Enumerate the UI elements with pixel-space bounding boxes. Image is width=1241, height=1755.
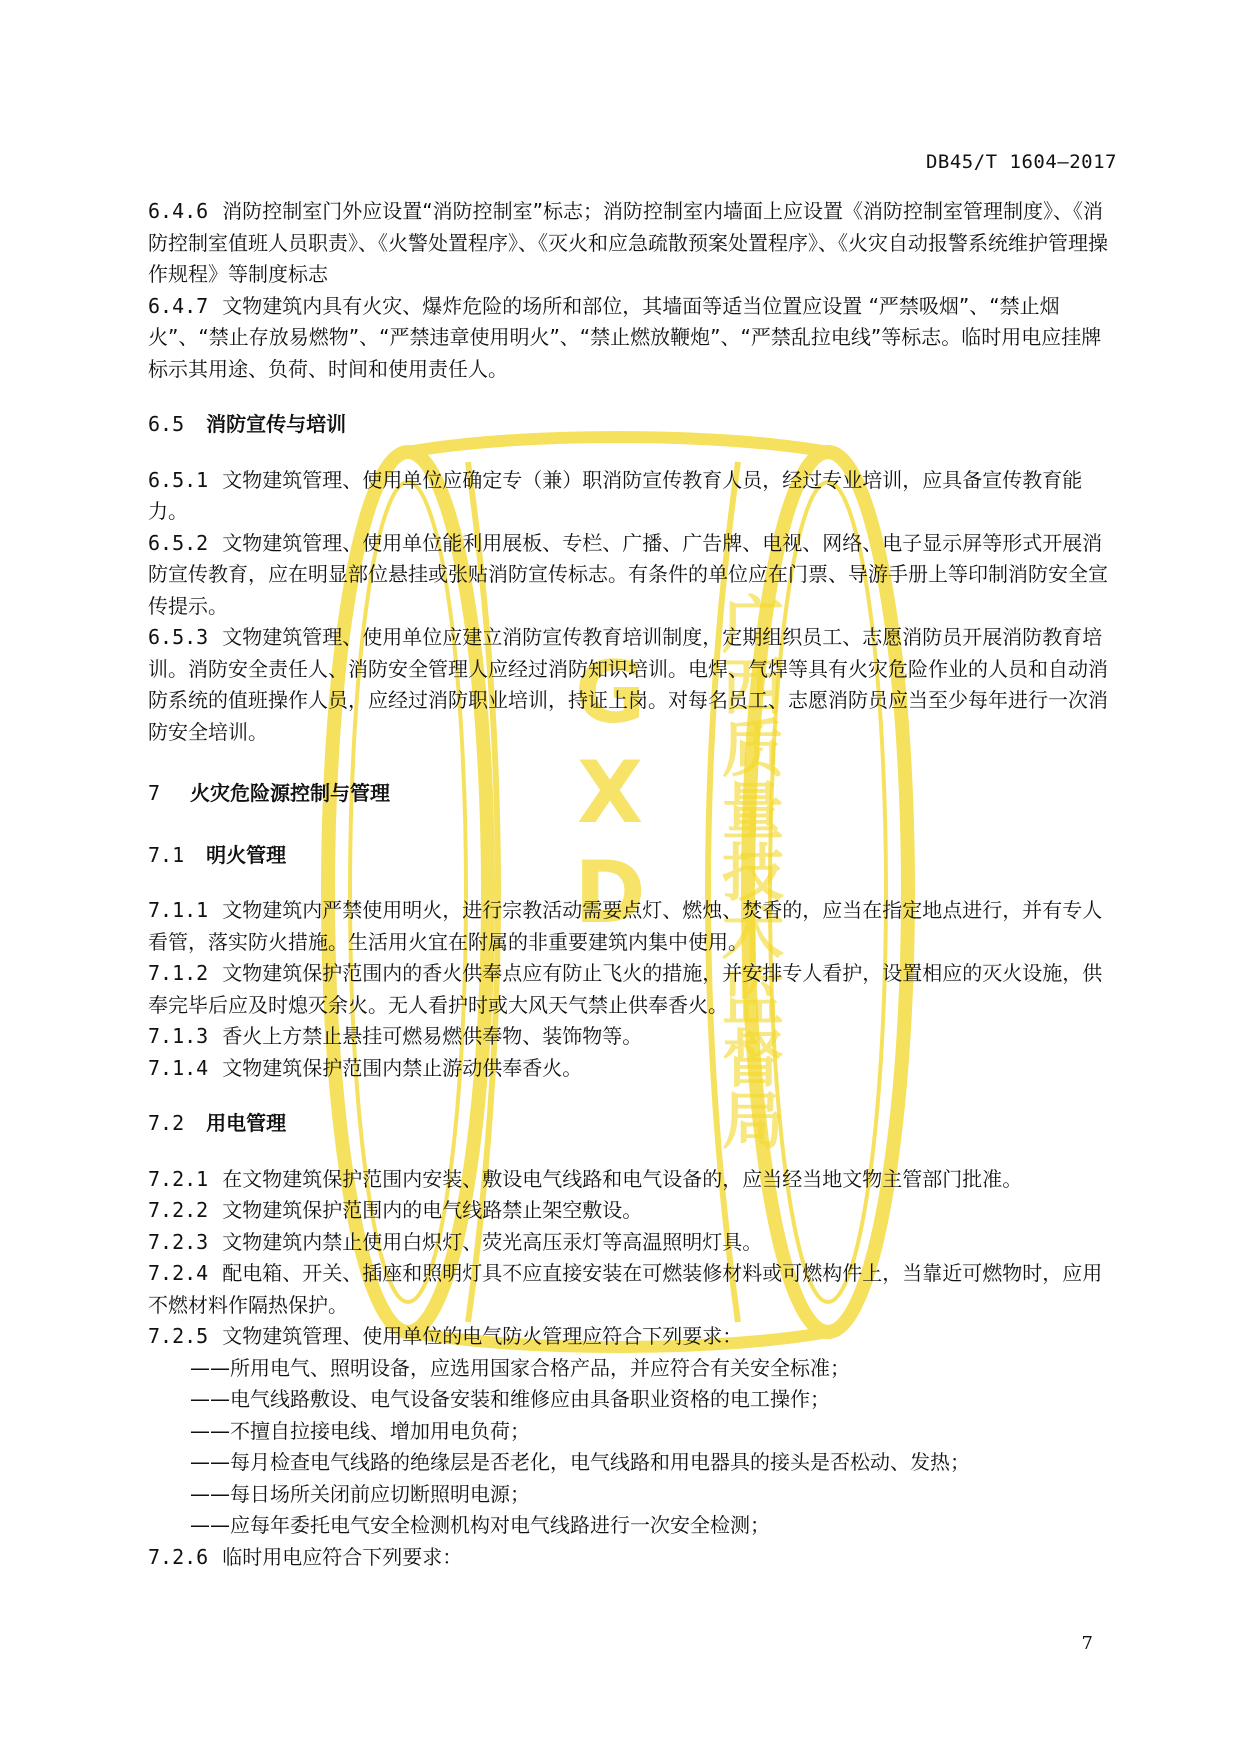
clause-text: 文物建筑管理、使用单位应确定专（兼）职消防宣传教育人员，经过专业培训，应具备宣传教育能力。 — [148, 467, 1083, 523]
section-title: 火灾危险源控制与管理 — [190, 781, 391, 805]
svg-text:X: X — [576, 743, 644, 843]
svg-text:D: D — [574, 843, 646, 943]
dash-item: ——每月检查电气线路的绝缘层是否老化，电气线路和用电器具的接头是否松动、发热； — [190, 1450, 970, 1474]
heading-7-1 — [148, 840, 1118, 872]
clause-number: 7.1.2 — [148, 961, 209, 985]
section-number: 7 — [148, 781, 161, 805]
clause-7-2-6 — [148, 1542, 1118, 1574]
clause-text: 文物建筑管理、使用单位能利用展板、专栏、广播、广告牌、电视、网络、电子显示屏等形式开展消防宣传教育，应在明显部位悬挂或张贴消防宣传标志。有条件的单位应在门票、导游手册上等印制消防安全宣传提示。 — [148, 530, 1108, 618]
clause-text: 文物建筑保护范围内的电气线路禁止架空敷设。 — [222, 1198, 643, 1222]
clause-6-5-3 — [148, 622, 1118, 748]
section-number: 6.5 — [148, 412, 185, 436]
clause-6-4-7 — [148, 291, 1118, 386]
clause-text: 文物建筑保护范围内禁止游动供奉香火。 — [222, 1055, 583, 1080]
heading-7-2 — [148, 1108, 1118, 1140]
clause-text: 文物建筑内严禁使用明火，进行宗教活动需要点灯、燃烛、焚香的，应当在指定地点进行，并有专人看管，落实防火措施。生活用火宜在附属的非重要建筑内集中使用。 — [148, 898, 1103, 954]
watermark-text: 广西质量技术监督局 — [711, 592, 785, 1150]
clause-7-2-3 — [148, 1227, 1118, 1259]
clause-number: 6.5.1 — [148, 467, 209, 492]
section-title: 消防宣传与培训 — [206, 412, 347, 436]
clause-number: 7.2.1 — [148, 1166, 209, 1191]
clause-number: 7.2.4 — [148, 1261, 209, 1285]
section-number: 7.1 — [148, 842, 185, 867]
standard-id: DB45/T 1604—2017 — [925, 151, 1117, 173]
section-title: 明火管理 — [206, 842, 287, 867]
dash-item: ——不擅自拉接电线、增加用电负荷； — [190, 1418, 530, 1443]
clause-6-5-1 — [148, 465, 1118, 528]
clause-text: 消防控制室门外应设置“消防控制室”标志；消防控制室内墙面上应设置《消防控制室管理制度》、《消防控制室值班人员职责》、《火警处置程序》、《灭火和应急疏散预案处置程序》、《火灾自动报警系统维护管理操作规程》等制度标志 — [148, 199, 1108, 286]
clause-number: 6.4.7 — [148, 293, 209, 318]
clause-number: 7.2.6 — [148, 1544, 209, 1569]
document-body — [148, 196, 1118, 1573]
svg-text:G: G — [574, 643, 646, 743]
clause-7-2-5 — [148, 1321, 1118, 1353]
clause-7-2-4 — [148, 1258, 1118, 1321]
clause-7-1-3 — [148, 1021, 1118, 1053]
clause-text: 香火上方禁止悬挂可燃易燃供奉物、装饰物等。 — [222, 1024, 643, 1048]
dash-item: ——应每年委托电气安全检测机构对电气线路进行一次安全检测； — [190, 1513, 770, 1537]
clause-7-1-2 — [148, 958, 1118, 1021]
clause-7-1-1 — [148, 895, 1118, 958]
clause-number: 7.2.3 — [148, 1229, 209, 1254]
clause-text: 在文物建筑保护范围内安装、敷设电气线路和电气设备的，应当经当地文物主管部门批准。 — [222, 1166, 1023, 1191]
clause-number: 6.5.2 — [148, 530, 209, 555]
clause-text: 文物建筑保护范围内的香火供奉点应有防止飞火的措施，并安排专人看护，设置相应的灭火设施，供奉完毕后应及时熄灭余火。无人看护时或大风天气禁止供奉香火。 — [148, 961, 1103, 1017]
clause-text: 文物建筑内禁止使用白炽灯、荧光高压汞灯等高温照明灯具。 — [222, 1229, 763, 1254]
clause-text: 文物建筑内具有火灾、爆炸危险的场所和部位，其墙面等适当位置应设置 “严禁吸烟”、“禁止烟火”、“禁止存放易燃物”、“严禁违章使用明火”、“禁止燃放鞭炮”、“严禁乱拉电线”等标志。临时用电应挂牌标示其用途、负荷、时间和使用责任人。 — [148, 293, 1102, 381]
clause-7-2-2 — [148, 1195, 1118, 1227]
clause-number: 7.1.3 — [148, 1024, 209, 1048]
dash-item: ——电气线路敷设、电气设备安装和维修应由具备职业资格的电工操作； — [190, 1387, 830, 1411]
clause-6-5-2 — [148, 528, 1118, 623]
heading-6-5 — [148, 409, 1118, 441]
clause-number: 7.2.5 — [148, 1324, 209, 1348]
clause-6-4-6 — [148, 196, 1118, 291]
section-title: 用电管理 — [206, 1111, 287, 1135]
clause-text: 文物建筑管理、使用单位的电气防火管理应符合下列要求： — [222, 1324, 743, 1348]
clause-number: 7.2.2 — [148, 1198, 209, 1222]
clause-number: 7.1.1 — [148, 898, 209, 922]
clause-text: 临时用电应符合下列要求： — [222, 1544, 463, 1569]
clause-7-2-1 — [148, 1164, 1118, 1196]
dash-item: ——所用电气、照明设备，应选用国家合格产品，并应符合有关安全标准； — [190, 1355, 850, 1380]
clause-number: 7.1.4 — [148, 1055, 209, 1080]
section-number: 7.2 — [148, 1111, 185, 1135]
clause-7-1-4 — [148, 1053, 1118, 1085]
dash-item: ——每日场所关闭前应切断照明电源； — [190, 1481, 530, 1506]
heading-7 — [148, 778, 1118, 810]
clause-text: 文物建筑管理、使用单位应建立消防宣传教育培训制度，定期组织员工、志愿消防员开展消防教育培训。消防安全责任人、消防安全管理人应经过消防知识培训。电焊、气焊等具有火灾危险作业的人员和自动消防系统的值班操作人员，应经过消防职业培训，持证上岗。对每名员工、志愿消防员应当至少每年进行一次消防安全培训。 — [148, 625, 1108, 744]
page-number: 7 — [1081, 1633, 1093, 1654]
clause-number: 6.4.6 — [148, 199, 209, 223]
clause-text: 配电箱、开关、插座和照明灯具不应直接安装在可燃装修材料或可燃构件上，当靠近可燃物时，应用不燃材料作隔热保护。 — [148, 1261, 1103, 1317]
clause-number: 6.5.3 — [148, 625, 209, 649]
